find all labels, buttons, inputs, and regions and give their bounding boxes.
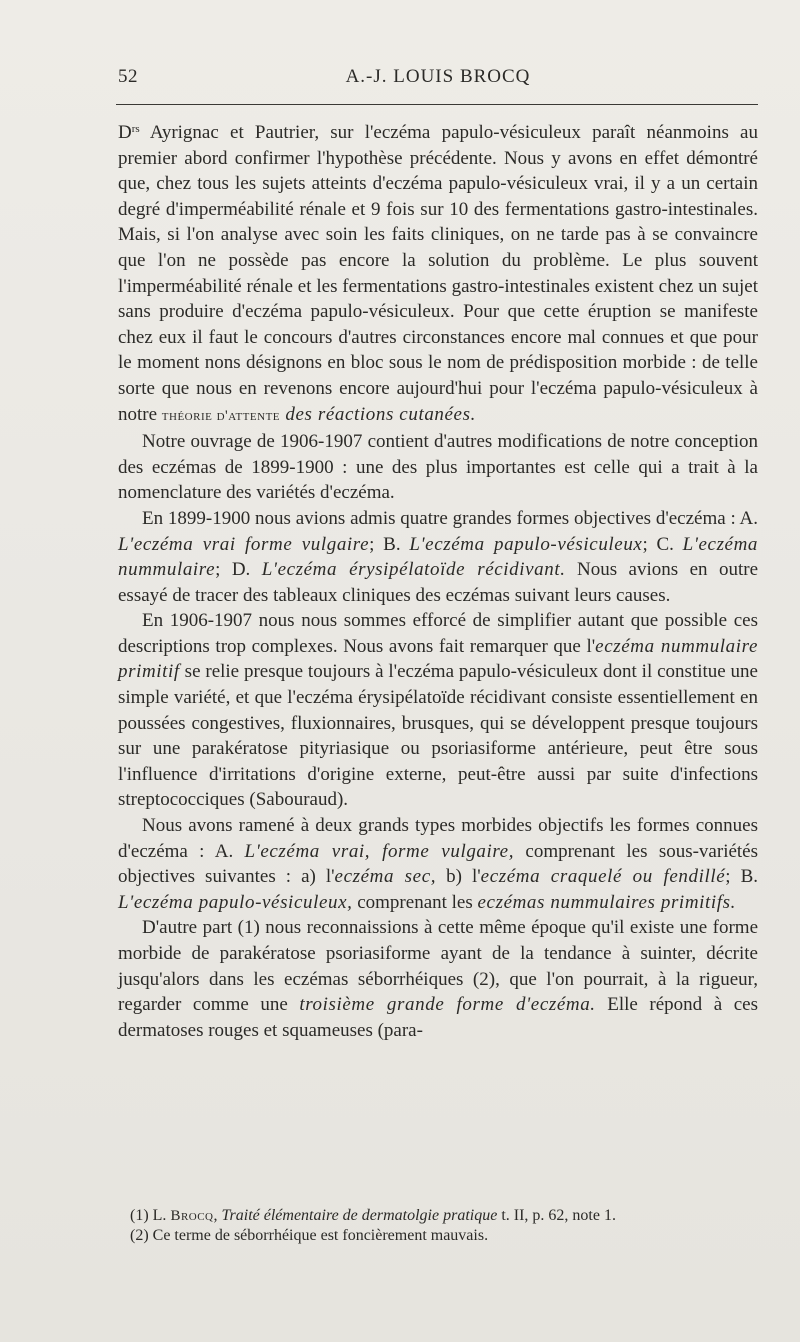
p5-italic-5: eczémas nummulaires primitifs. bbox=[477, 891, 736, 913]
paragraph-5 bbox=[118, 813, 758, 915]
paragraph-2: Notre ouvrage de 1906-1907 contient d'autres modifications de notre conception des eczémas de 1899-1900 : une des plus importantes est celle qui a trait à la nomenclature des variétés d'eczéma. bbox=[118, 431, 758, 504]
p3-italic-4: L'eczéma érysipélatoïde récidivant. bbox=[261, 559, 566, 581]
p5-italic-1: L'eczéma vrai, forme vulgaire, bbox=[244, 840, 515, 862]
p3-text-c: ; C. bbox=[642, 533, 683, 555]
footnote-2: (2) Ce terme de séborrhéique est foncièrement mauvais. bbox=[130, 1227, 489, 1244]
p4-text-b: se relie presque toujours à l'eczéma papulo-vésiculeux dont il constitue une simple variété, et que l'eczéma érysipélatoïde récidivant consiste essentiellement en poussées congestives, fluxionnaires, brusques, qui se développent presque toujours sur une parakératose pityriasique ou psoriasiforme antérieure, peut être sous l'influence d'irritations d'origine externe, peut-être aussi par suite d'infections streptococciques (Sabouraud). bbox=[118, 661, 758, 811]
p1-small-caps: théorie d'attente bbox=[161, 407, 281, 424]
paragraph-6 bbox=[118, 915, 758, 1043]
running-head bbox=[118, 66, 758, 90]
footnote-1-number: (1) L. bbox=[130, 1207, 171, 1224]
paragraph-4 bbox=[118, 608, 758, 813]
p3-italic-1: L'eczéma vrai forme vulgaire bbox=[118, 533, 370, 555]
p1-superscript: rs bbox=[131, 123, 140, 135]
footnote-1-sep: , bbox=[213, 1207, 222, 1224]
header-rule bbox=[116, 104, 758, 105]
footnote-1-rest: t. II, p. 62, note 1. bbox=[497, 1207, 616, 1224]
footnote-1-author: Brocq bbox=[170, 1208, 214, 1224]
p6-italic-1: troisième grande forme d'eczéma. bbox=[299, 994, 596, 1016]
running-head-author: A.-J. LOUIS BROCQ bbox=[345, 66, 531, 87]
p3-text-b: ; B. bbox=[369, 533, 410, 555]
p3-text-d: ; D. bbox=[215, 559, 262, 581]
p6-text-a: D'autre part (1) nous reconnaissions à cette même époque qu'il existe une forme morbide de parakératose psoriasiforme ayant de la tendance à suinter, décrite jusqu'alors dans les eczémas séborrhéiques (2), que l'on pourrait, à la rigueur, regarder comme une bbox=[118, 917, 758, 1016]
footnote-1 bbox=[130, 1206, 750, 1226]
footnote-1-title: Traité élémentaire de dermatolgie pratique bbox=[221, 1207, 498, 1224]
paragraph-3 bbox=[118, 506, 758, 608]
p3-text-a: En 1899-1900 nous avions admis quatre grandes formes objectives d'eczéma : A. bbox=[142, 507, 758, 529]
p6-text-b: Elle répond à ces dermatoses rouges et squameuses (para- bbox=[118, 994, 759, 1041]
p4-text-a: En 1906-1907 nous nous sommes efforcé de simplifier autant que possible ces descriptions trop complexes. Nous avons fait remarquer que l' bbox=[118, 610, 758, 657]
p3-text-e: Nous avions en outre essayé de tracer des tableaux cliniques des eczémas suivant leurs causes. bbox=[118, 559, 758, 606]
p5-italic-2: eczéma sec, bbox=[334, 866, 437, 888]
p5-text-b: comprenant les sous-variétés objectives suivantes : a) l' bbox=[118, 840, 759, 888]
p1-text-start: D bbox=[118, 122, 132, 143]
p5-text-e: comprenant les bbox=[352, 891, 478, 913]
body-text bbox=[118, 117, 758, 1043]
paragraph-1 bbox=[118, 117, 758, 429]
p5-text-d: ; B. bbox=[725, 866, 758, 888]
p3-italic-3: L'eczéma nummulaire bbox=[118, 533, 759, 581]
p3-italic-2: L'eczéma papulo-vésiculeux bbox=[409, 533, 643, 555]
p4-italic-1: eczéma nummulaire primitif bbox=[118, 635, 758, 683]
footnotes bbox=[130, 1206, 750, 1246]
p5-italic-4: L'eczéma papulo-vésiculeux, bbox=[118, 891, 353, 913]
p5-text-a: Nous avons ramené à deux grands types morbides objectifs les formes connues d'eczéma : A. bbox=[118, 815, 758, 862]
p1-text: Ayrignac et Pautrier, sur l'eczéma papulo-vésiculeux paraît néanmoins au premier abord confirmer l'hypothèse précédente. Nous y avons en effet démontré que, chez tous les sujets atteints d'eczéma papulo-vésiculeux vrai, il y a un certain degré d'imperméabilité rénale et 9 fois sur 10 des fermentations gastro-intestinales. Mais, si l'on analyse avec soin les faits cliniques, on ne tarde pas à se convaincre que l'on ne possède pas encore la solution du problème. Le plus souvent l'imperméabilité rénale et les fermentations gastro-intestinales existent chez un sujet sans produire d'eczéma papulo-vésiculeux. Pour que cette éruption se manifeste chez eux il faut le concours d'autres circonstances encore mal connues et que pour le moment nons désignons en bloc sous le nom de prédisposition morbide : de telle sorte que nous en revenons encore aujourd'hui pour l'eczéma papulo-vésiculeux à notre bbox=[118, 122, 758, 425]
p1-italic: des réactions cutanées. bbox=[280, 403, 476, 425]
p5-text-c: b) l' bbox=[436, 866, 481, 888]
p5-italic-3: eczéma craquelé ou fendillé bbox=[480, 866, 726, 888]
page-number: 52 bbox=[118, 66, 138, 87]
